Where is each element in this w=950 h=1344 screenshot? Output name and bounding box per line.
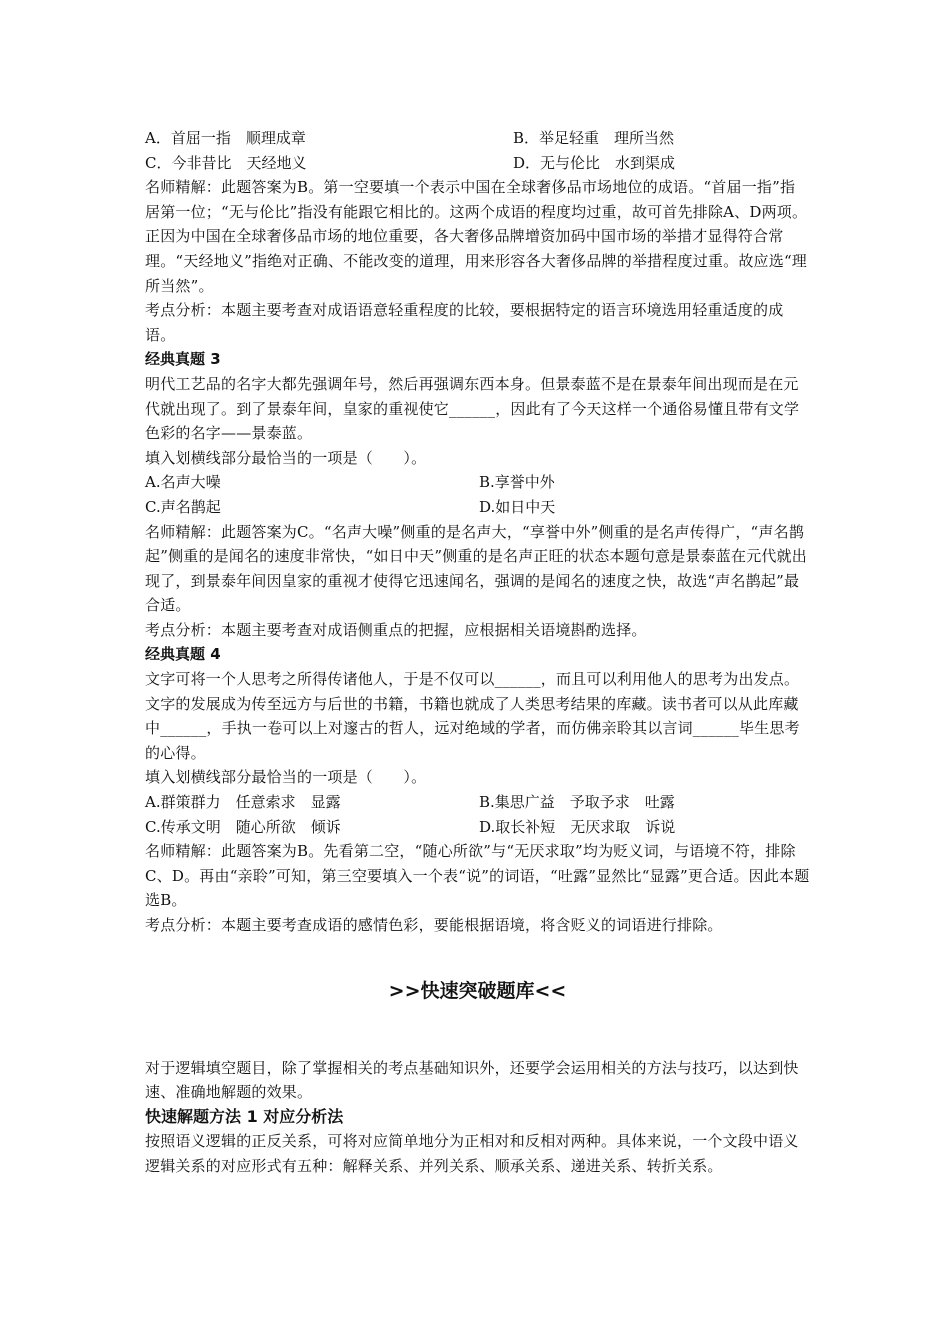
option-a: A．首屈一指 顺理成章 <box>145 129 306 147</box>
explanation-paragraph: 名师精解：此题答案为C。“名声大噪”侧重的是名声大，“享誉中外”侧重的是名声传得广，“声名鹊起”侧重的是闻名的速度非常快，“如日中天”侧重的是名声正旺的状态本题句意是景泰蓝在元代就出现了，到景泰年间因皇家的重视才使得它迅速闻名，强调的是闻名的速度之快，故选“声名鹊起”最合适。 <box>145 522 808 615</box>
option-b: B．举足轻重 理所当然 <box>513 129 675 147</box>
question-heading: 经典真题 4 <box>145 645 221 664</box>
analysis-paragraph: 考点分析：本题主要考查对成语侧重点的把握，应根据相关语境斟酌选择。 <box>145 620 647 639</box>
section-title: >>快速突破题库<< <box>388 979 567 1002</box>
question-stem: 文字可将一个人思考之所得传诸他人，于是不仅可以______，而且可以利用他人的思考为出发点。文字的发展成为传至远方与后世的书籍，书籍也就成了人类思考结果的库藏。读书者可以从此库藏中______，手执一卷可以上对邃古的哲人，远对绝域的学者，而仿佛亲聆其以言词______毕生思考的心得。 <box>145 670 800 762</box>
option-b: B.享誉中外 <box>479 473 555 492</box>
question-prompt: 填入划横线部分最恰当的一项是（ ）。 <box>145 448 427 467</box>
options-row <box>145 126 810 151</box>
options-row <box>145 495 810 520</box>
document-page <box>145 126 810 1179</box>
intro-paragraph: 对于逻辑填空题目，除了掌握相关的考点基础知识外，还要学会运用相关的方法与技巧，以达到快速、准确地解题的效果。 <box>145 1058 799 1102</box>
analysis-paragraph: 考点分析：本题主要考查成语的感情色彩，要能根据语境，将含贬义的词语进行排除。 <box>145 916 723 934</box>
option-b: B.集思广益 予取予求 吐露 <box>479 793 675 812</box>
option-a: A.群策群力 任意索求 显露 <box>145 793 341 812</box>
analysis-paragraph: 考点分析：本题主要考查对成语语意轻重程度的比较，要根据特定的语言环境选用轻重适度的成语。 <box>145 301 784 344</box>
explanation-paragraph: 名师精解：此题答案为B。先看第二空，“随心所欲”与“无厌求取”均为贬义词，与语境不符，排除C、D。再由“亲聆”可知，第三空要填入一个表“说”的词语，“吐露”显然比“显露”更合适。因此本题选B。 <box>145 842 810 910</box>
option-c: C.传承文明 随心所欲 倾诉 <box>145 817 341 836</box>
options-row <box>145 151 810 176</box>
spacer <box>145 1004 810 1056</box>
question-heading: 经典真题 3 <box>145 350 221 369</box>
method-heading: 快速解题方法 1 对应分析法 <box>145 1106 344 1126</box>
method-paragraph: 按照语义逻辑的正反关系，可将对应简单地分为正相对和反相对两种。具体来说，一个文段中语义逻辑关系的对应形式有五种：解释关系、并列关系、顺承关系、递进关系、转折关系。 <box>145 1132 799 1175</box>
explanation-paragraph: 名师精解：此题答案为B。第一空要填一个表示中国在全球奢侈品市场地位的成语。“首届一指”指居第一位；“无与伦比”指没有能跟它相比的。这两个成语的程度均过重，故可首先排除A、D两项。正因为中国在全球奢侈品市场的地位重要，各大奢侈品牌增资加码中国市场的举措才显得符合常理。“天经地义”指绝对正确、不能改变的道理，用来形容各大奢侈品牌的举措程度过重。故应选“理所当然”。 <box>145 178 808 295</box>
option-c: C.声名鹊起 <box>145 497 221 516</box>
option-a: A.名声大噪 <box>145 473 221 492</box>
option-c: C．今非昔比 天经地义 <box>145 153 307 172</box>
question-prompt: 填入划横线部分最恰当的一项是（ ）。 <box>145 768 427 787</box>
option-d: D．无与伦比 水到渠成 <box>513 153 676 172</box>
options-row <box>145 470 810 495</box>
option-d: D.如日中天 <box>479 497 556 516</box>
question-stem: 明代工艺品的名字大都先强调年号，然后再强调东西本身。但景泰蓝不是在景泰年间出现而是在元代就出现了。到了景泰年间，皇家的重视使它______，因此有了今天这样一个通俗易懂且带有文学色彩的名字——景泰蓝。 <box>145 374 800 443</box>
options-row <box>145 790 810 815</box>
options-row <box>145 815 810 840</box>
option-d: D.取长补短 无厌求取 诉说 <box>479 817 676 836</box>
